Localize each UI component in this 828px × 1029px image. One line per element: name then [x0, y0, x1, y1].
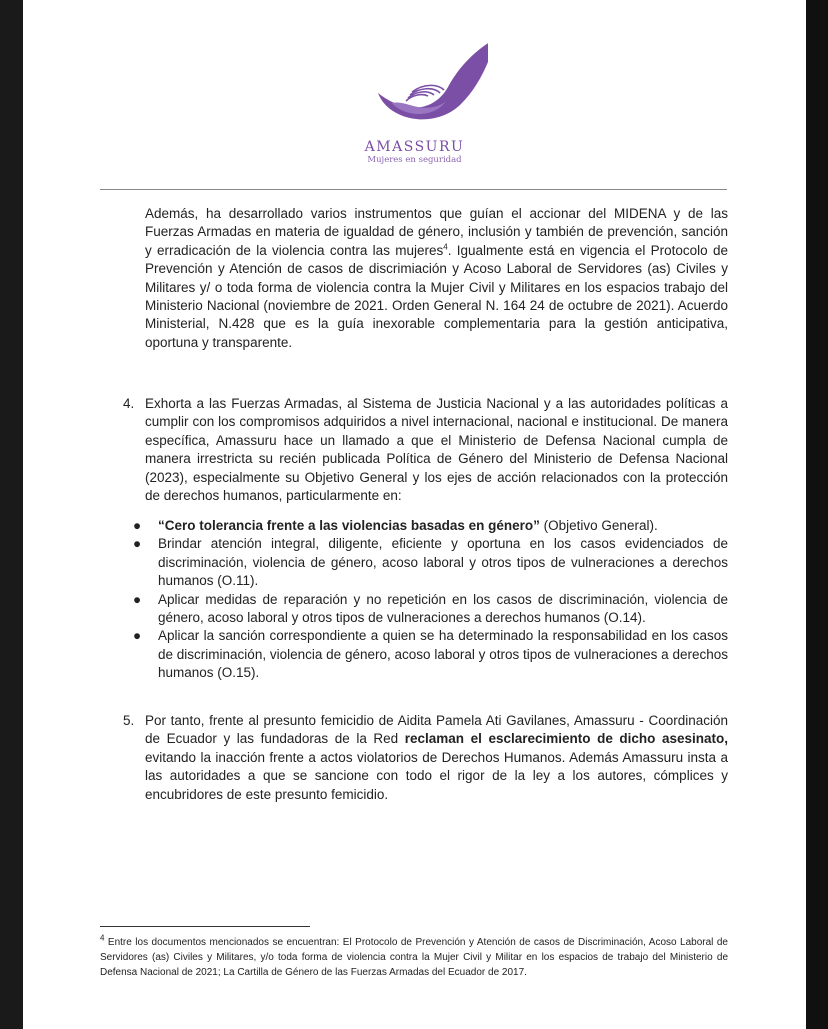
footnote-text: Entre los documentos mencionados se encuentran: El Protocolo de Prevención y Atención de casos de Discriminación, Acoso Laboral de Servidores (as) Civiles y Militares, y/o toda forma de violencia contra la Mujer Civil y Militar en los espacios de trabajo del Ministerio de Defensa Nacional de 2021; La Cartilla de Género de las Fuerzas Armadas del Ecuador de 2017.	[100, 937, 728, 979]
intro-paragraph	[145, 205, 728, 352]
list-item	[133, 535, 728, 590]
footnote-ref[interactable]: 4	[443, 242, 448, 252]
viewer-edge	[806, 0, 828, 1029]
footnote	[100, 935, 728, 981]
list-item	[133, 517, 728, 535]
list-item	[133, 591, 728, 628]
bullet-text: Brindar atención integral, diligente, eficiente y oportuna en los casos evidenciados de discriminación, violencia de género, acoso laboral y otros tipos de vulneraciones a derechos humanos (O.11).	[158, 536, 728, 589]
swoosh-logo-icon	[348, 35, 488, 135]
intro-text-cont: . Igualmente está en vigencia el Protocolo de Prevención y Atención de casos de discrimiación y Acoso Laboral de Servidores (as) Civiles y Militares y/ o toda forma de violencia contra la Mujer Civil y Militares en los espacios trabajo del Ministerio Nacional (noviembre de 2021. Orden General N. 164 24 de octubre de 2021). Acuerdo Ministerial, N.428 que es la guía inexorable complementaria para la gestión anticipativa, oportuna y transparente.	[145, 242, 729, 350]
list-item	[133, 627, 728, 682]
bullet-text: Aplicar medidas de reparación y no repetición en los casos de discriminación, violencia de género, acoso laboral y otros tipos de vulneraciones a derechos humanos (O.14).	[158, 591, 728, 626]
bullet-icon: ●	[133, 628, 142, 644]
bullet-text: Aplicar la sanción correspondiente a quien se ha determinado la responsabilidad en los casos de discriminación, violencia de género, acoso laboral y otros tipos de vulneraciones a derechos humanos (O.15).	[158, 628, 728, 681]
header-divider	[100, 189, 727, 190]
footnote-divider	[100, 926, 310, 927]
bullet-text: (Objetivo General).	[539, 518, 658, 533]
intro-text: Además, ha desarrollado varios instrumentos que guían el accionar del MIDENA y de las Fuerzas Armadas en materia de igualdad de género, inclusión y también de prevención, sanción y erradicación de la violencia contra las mujeres	[145, 206, 728, 258]
bullet-bold-text: “Cero tolerancia frente a las violencias basadas en género”	[158, 518, 540, 533]
brand-tagline: Mujeres en seguridad	[367, 155, 462, 165]
item-number: 4.	[123, 396, 135, 411]
bullet-icon: ●	[133, 518, 142, 533]
item5-bold-text: reclaman el esclarecimiento de dicho asesinato,	[404, 731, 729, 747]
brand-name: AMASSURU	[364, 139, 465, 155]
item-text: Exhorta a las Fuerzas Armadas, al Sistema de Justicia Nacional y a las autoridades políticas a cumplir con los compromisos adquiridos a nivel internacional, nacional e institucional. De manera específica, Amassuru hace un llamado a que el Ministerio de Defensa Nacional cumpla de manera irrestricta su recién publicada Política de Género del Ministerio de Defensa Nacional (2023), especialmente su Objetivo General y los ejes de acción relacionados con la protección de derechos humanos, particularmente en:	[145, 396, 728, 504]
footnote-number: 4	[100, 933, 105, 943]
item5-text: Por tanto, frente al presunto femicidio de Aidita Pamela Ati Gavilanes, Amassuru - Coordinación de Ecuador y las fundadoras de la Red	[145, 713, 728, 747]
bullet-icon: ●	[133, 536, 142, 552]
item5-text-cont: evitando la inacción frente a actos violatorios de Derechos Humanos. Además Amassuru insta a las autoridades a que se sancione con todo el rigor de la ley a los autores, cómplices y encubridores de este presunto femicidio.	[145, 749, 728, 802]
bullet-icon: ●	[133, 591, 142, 607]
item-number: 5.	[123, 713, 135, 728]
document-page	[23, 0, 806, 1029]
item-text	[145, 712, 728, 804]
bullet-list	[133, 517, 728, 683]
